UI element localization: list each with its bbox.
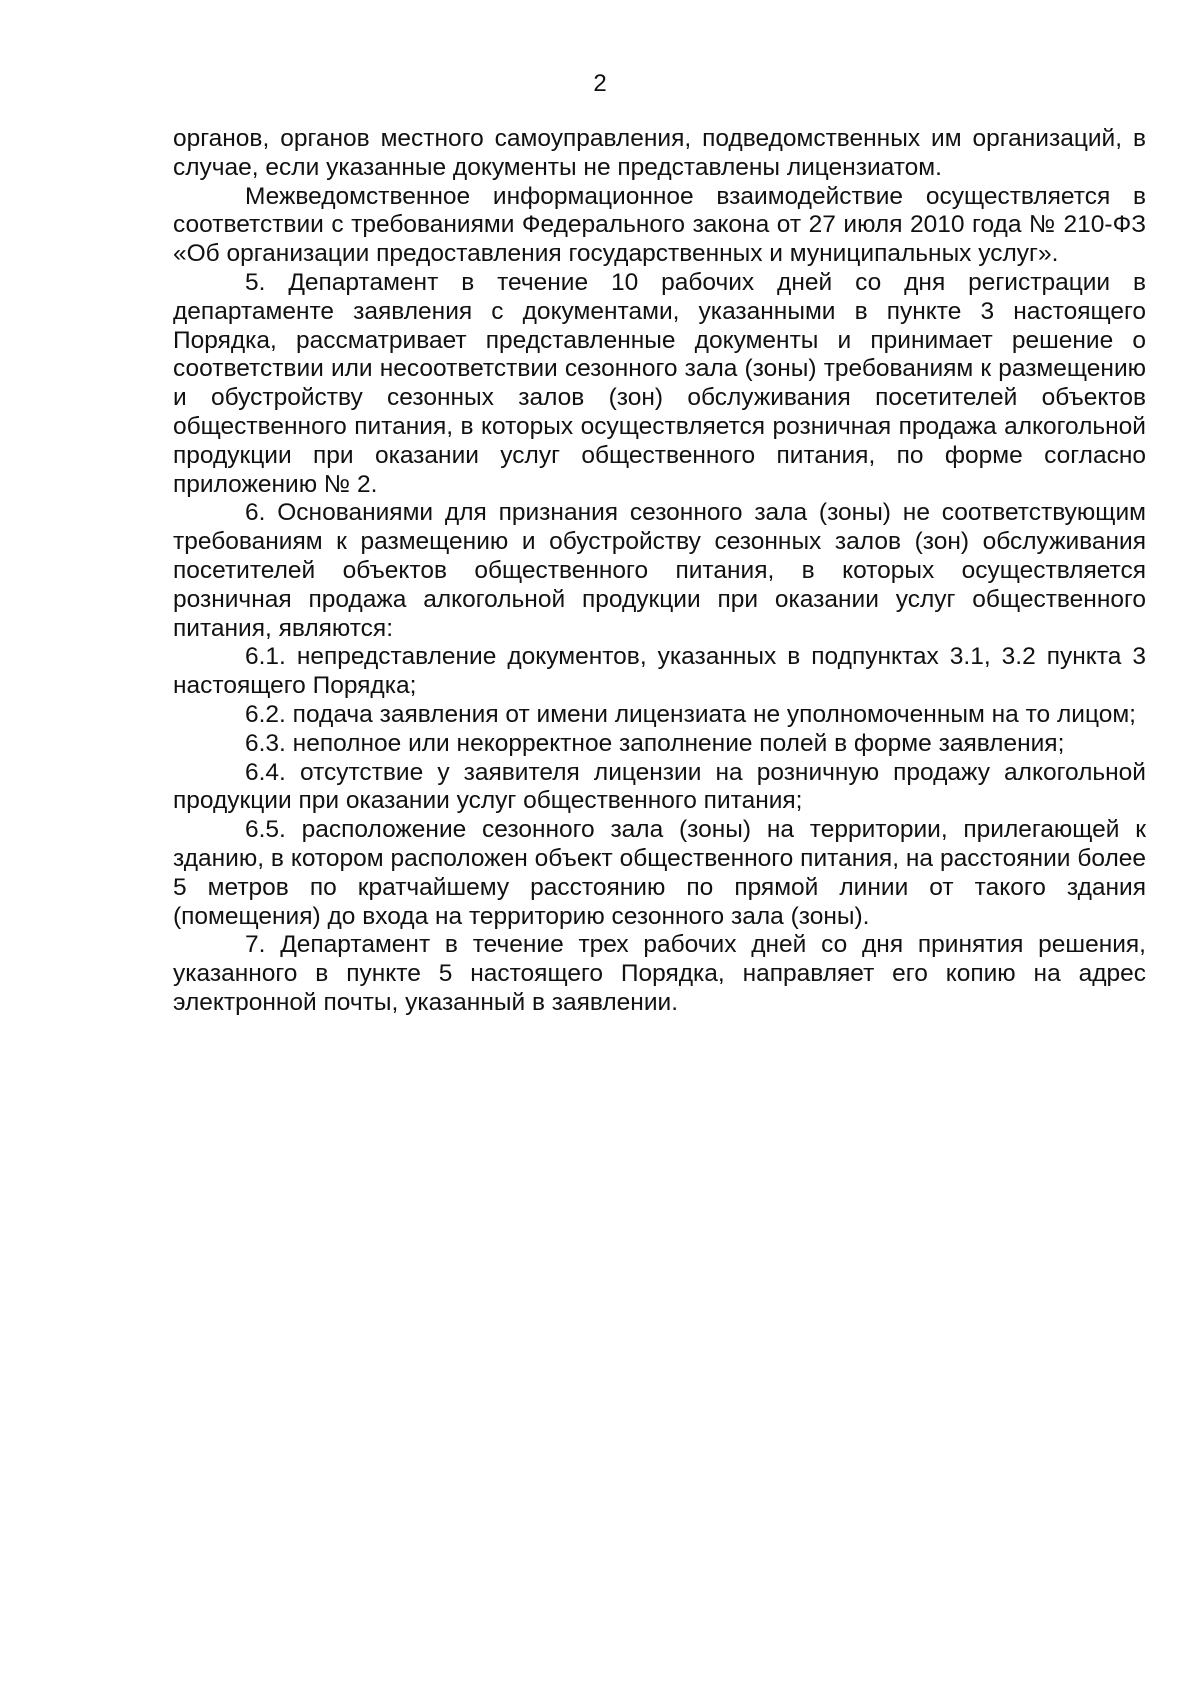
paragraph-item-6-1: 6.1. непредставление документов, указанных в подпунктах 3.1, 3.2 пункта 3 настоящего Порядка; — [173, 643, 1146, 700]
paragraph-item-6-2: 6.2. подача заявления от имени лицензиата не уполномоченным на то лицом; — [245, 700, 1136, 728]
paragraph-item-5: 5. Департамент в течение 10 рабочих дней со дня регистрации в департаменте заявления с документами, указанными в пункте 3 настоящего Порядка, рассматривает представленные документы и принимает решение о соответствии или несоответствии сезонного зала (зоны) требованиям к размещению и обустройству сезонных залов (зон) обслуживания посетителей объектов общественного питания, в которых осуществляется розничная продажа алкогольной продукции при оказании услуг общественного питания, по форме согласно приложению № 2. — [173, 268, 1146, 498]
paragraph-item-6-3: 6.3. неполное или некорректное заполнение полей в форме заявления; — [245, 729, 1065, 757]
paragraph-continuation: органов, органов местного самоуправления, подведомственных им организаций, в случае, если указанные документы не представлены лицензиатом. — [173, 125, 1146, 181]
paragraph-item-6-5: 6.5. расположение сезонного зала (зоны) на территории, прилегающей к зданию, в котором расположен объект общественного питания, на расстоянии более 5 метров по кратчайшему расстоянию по прямой линии от такого здания (помещения) до входа на территорию сезонного зала (зоны). — [173, 816, 1146, 930]
page-number: 2 — [593, 70, 607, 97]
document-body — [173, 125, 1146, 1018]
paragraph-interagency: Межведомственное информационное взаимодействие осуществляется в соответствии с требованиями Федерального закона от 27 июля 2010 года № 210-ФЗ «Об организации предоставления государственных и муниципальных услуг». — [173, 182, 1146, 268]
paragraph-item-6-4: 6.4. отсутствие у заявителя лицензии на розничную продажу алкогольной продукции при оказании услуг общественного питания; — [173, 758, 1146, 815]
paragraph-item-7: 7. Департамент в течение трех рабочих дней со дня принятия решения, указанного в пункте 5 настоящего Порядка, направляет его копию на адрес электронной почты, указанный в заявлении. — [173, 931, 1146, 1016]
paragraph-item-6: 6. Основаниями для признания сезонного зала (зоны) не соответствующим требованиям к размещению и обустройству сезонных залов (зон) обслуживания посетителей объектов общественного питания, в которых осуществляется розничная продажа алкогольной продукции при оказании услуг общественного питания, являются: — [173, 499, 1146, 642]
